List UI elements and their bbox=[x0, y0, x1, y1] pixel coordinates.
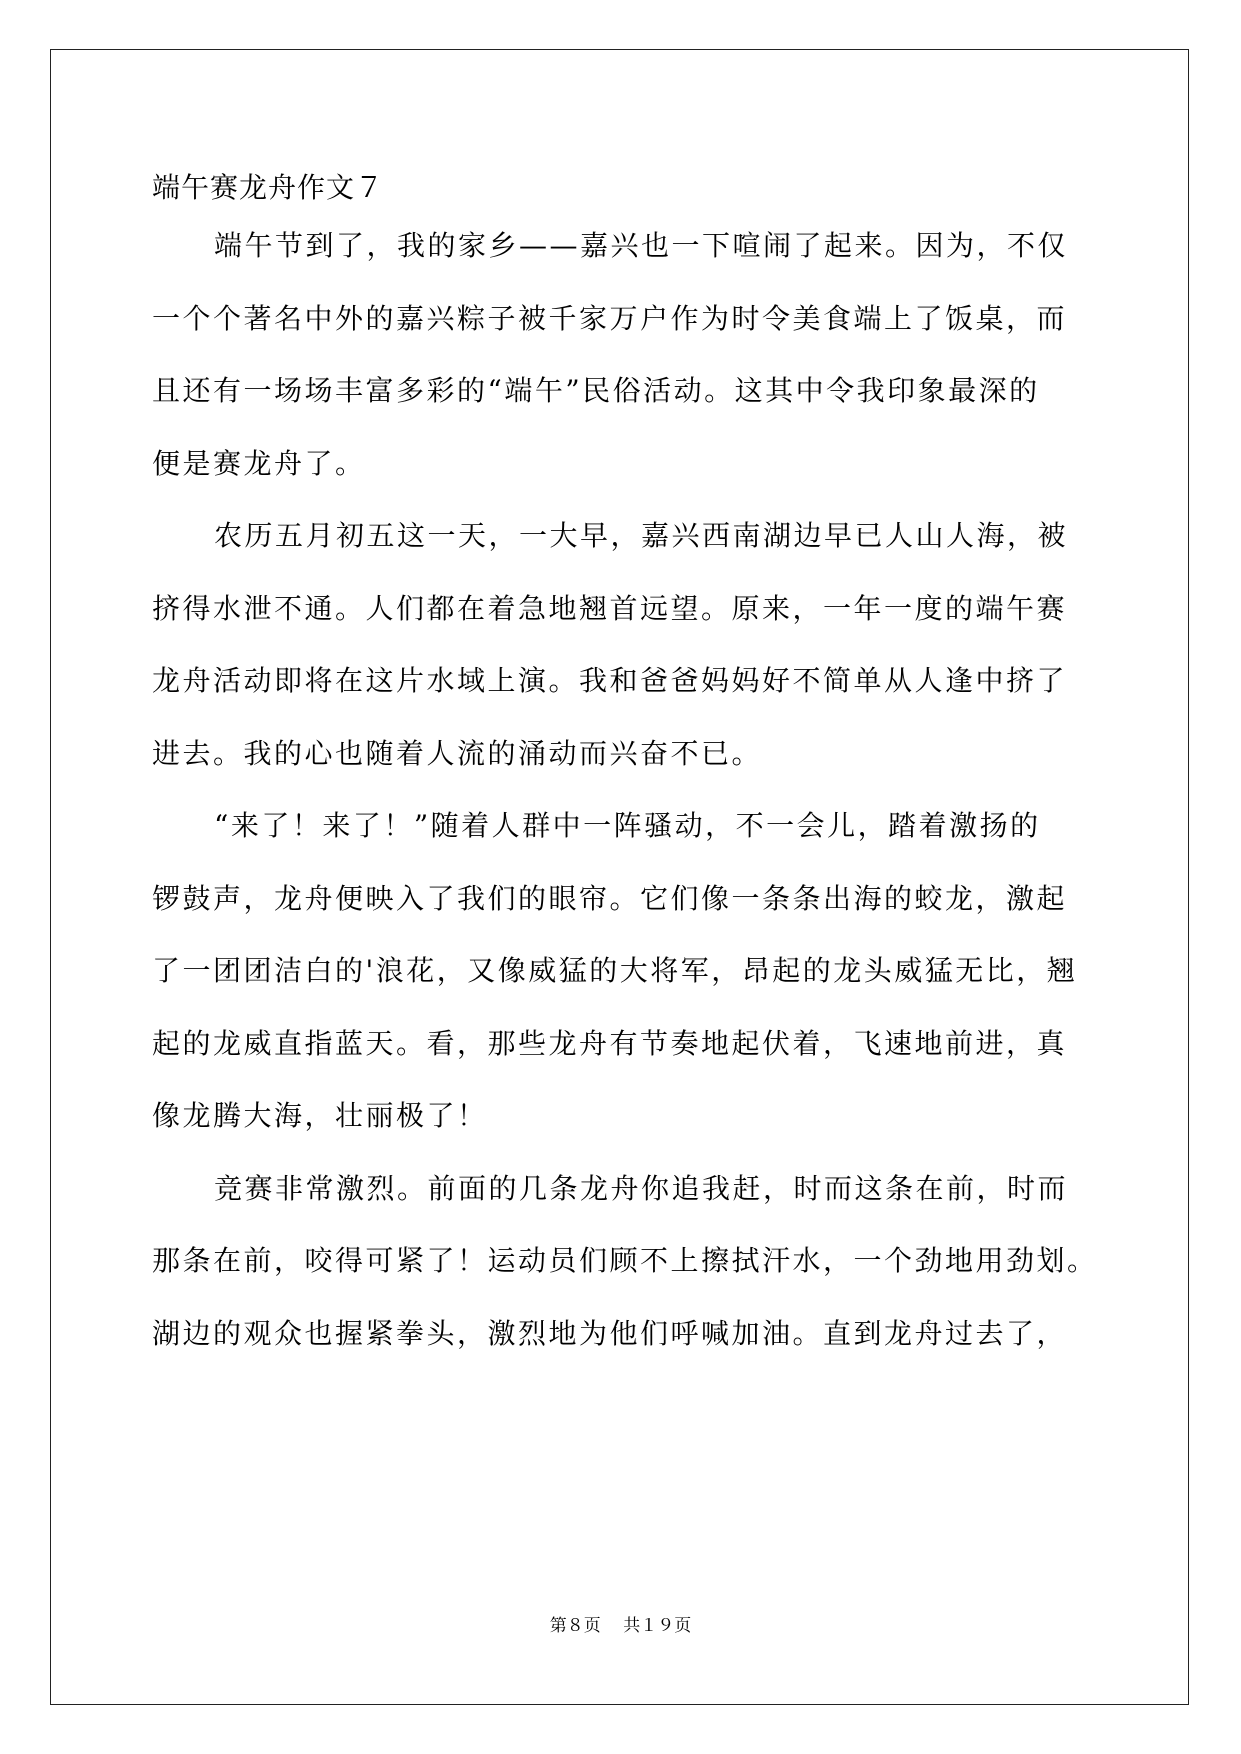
paragraph-1-line-2: 一个个著名中外的嘉兴粽子被千家万户作为时令美食端上了饭桌，而 bbox=[152, 302, 1068, 335]
paragraph-1-line-3: 且还有一场场丰富多彩的“端午”民俗活动。这其中令我印象最深的 bbox=[152, 374, 1040, 407]
paragraph-1-line-1: 端午节到了，我的家乡——嘉兴也一下喧闹了起来。因为，不仅 bbox=[214, 229, 1069, 262]
document-title: 端午赛龙舟作文７ bbox=[152, 171, 385, 204]
paragraph-2-line-2: 挤得水泄不通。人们都在着急地翘首远望。原来，一年一度的端午赛 bbox=[152, 592, 1068, 625]
paragraph-2-line-1: 农历五月初五这一天，一大早，嘉兴西南湖边早已人山人海，被 bbox=[214, 519, 1069, 552]
paragraph-1-line-4: 便是赛龙舟了。 bbox=[152, 447, 366, 480]
paragraph-3-line-5: 像龙腾大海，壮丽极了！ bbox=[152, 1099, 488, 1132]
paragraph-3-line-4: 起的龙威直指蓝天。看，那些龙舟有节奏地起伏着，飞速地前进，真 bbox=[152, 1027, 1068, 1060]
paragraph-4-line-3: 湖边的观众也握紧拳头，激烈地为他们呼喊加油。直到龙舟过去了， bbox=[152, 1317, 1068, 1350]
paragraph-3-line-3: 了一团团洁白的'浪花，又像威猛的大将军，昂起的龙头威猛无比，翘 bbox=[152, 954, 1078, 987]
paragraph-3-line-1: “来了！来了！”随着人群中一阵骚动，不一会儿，踏着激扬的 bbox=[214, 809, 1041, 842]
page-border bbox=[50, 49, 1189, 1705]
paragraph-3-line-2: 锣鼓声，龙舟便映入了我们的眼帘。它们像一条条出海的蛟龙，激起 bbox=[152, 882, 1068, 915]
paragraph-2-line-4: 进去。我的心也随着人流的涌动而兴奋不已。 bbox=[152, 737, 763, 770]
paragraph-4-line-1: 竞赛非常激烈。前面的几条龙舟你追我赶，时而这条在前，时而 bbox=[214, 1172, 1069, 1205]
page-number-footer: 第８页 共１９页 bbox=[549, 1616, 692, 1636]
paragraph-4-line-2: 那条在前，咬得可紧了！运动员们顾不上擦拭汗水，一个劲地用劲划。 bbox=[152, 1244, 1098, 1277]
paragraph-2-line-3: 龙舟活动即将在这片水域上演。我和爸爸妈妈好不简单从人逢中挤了 bbox=[152, 664, 1068, 697]
